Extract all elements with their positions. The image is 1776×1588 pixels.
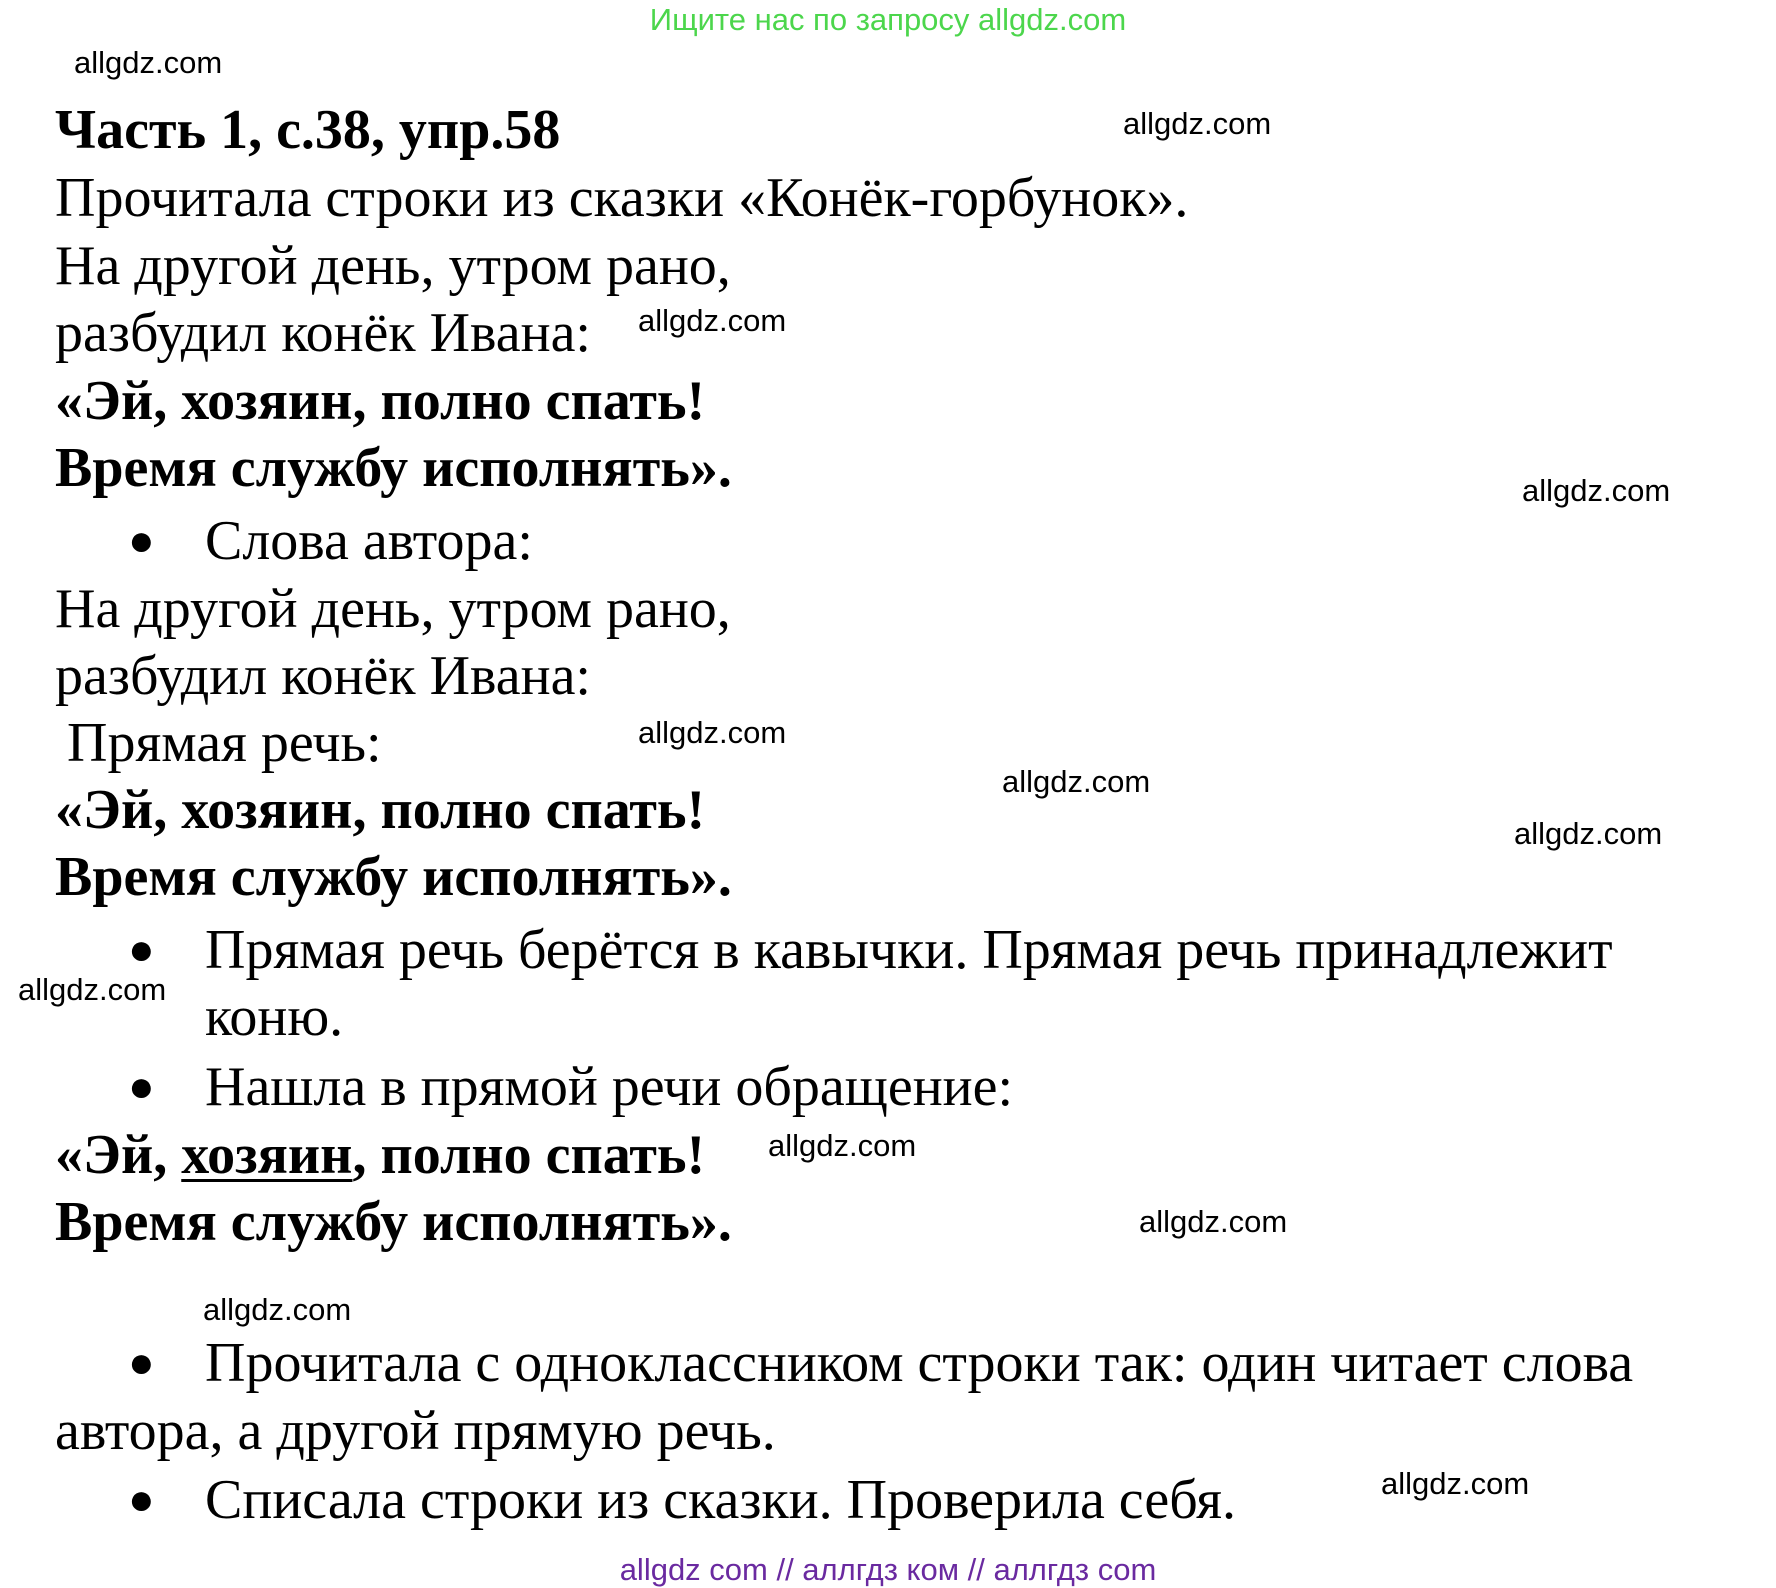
address-line-2: Время службу исполнять». — [55, 1191, 732, 1253]
address-line — [55, 1122, 705, 1188]
watermark: allgdz.com — [1139, 1204, 1288, 1239]
read-note-line-1: Прочитала с одноклассником строки так: один читает слова — [205, 1332, 1634, 1394]
watermark: allgdz.com — [768, 1128, 917, 1163]
quotes-note-line-1: Прямая речь берётся в кавычки. Прямая речь принадлежит — [205, 919, 1613, 981]
poem-line-4: Время службу исполнять». — [55, 437, 732, 499]
copy-note: Списала строки из сказки. Проверила себя. — [205, 1469, 1237, 1531]
watermark: allgdz.com — [203, 1292, 352, 1327]
author-words-label: Слова автора: — [205, 510, 533, 572]
speech-line-2: Время службу исполнять». — [55, 846, 732, 908]
exercise-heading: Часть 1, с.38, упр.58 — [55, 99, 561, 161]
poem-line-2: разбудил конёк Ивана: — [55, 302, 591, 364]
poem-line-3: «Эй, хозяин, полно спать! — [55, 370, 706, 432]
address-label: Нашла в прямой речи обращение: — [205, 1056, 1014, 1118]
read-note-line-2: автора, а другой прямую речь. — [55, 1400, 776, 1462]
watermark: allgdz.com — [1381, 1466, 1530, 1501]
bullet-icon: ● — [128, 516, 155, 565]
intro-text: Прочитала строки из сказки «Конёк-горбунок». — [55, 167, 1189, 229]
address-after: , полно спать! — [352, 1124, 706, 1186]
watermark: allgdz.com — [1522, 473, 1671, 508]
watermark: allgdz.com — [18, 972, 167, 1007]
bullet-icon: ● — [128, 1062, 155, 1111]
watermark: allgdz.com — [638, 715, 787, 750]
watermark: allgdz.com — [1002, 764, 1151, 799]
address-word: хозяин — [181, 1124, 353, 1186]
footer-watermark: allgdz com // аллгдз ком // аллгдз com — [619, 1552, 1157, 1587]
author-line-1: На другой день, утром рано, — [55, 578, 731, 640]
bullet-icon: ● — [128, 925, 155, 974]
watermark: allgdz.com — [1123, 106, 1272, 141]
watermark: allgdz.com — [638, 303, 787, 338]
top-banner: Ищите нас по запросу allgdz.com — [649, 2, 1127, 37]
bullet-icon: ● — [128, 1475, 155, 1524]
poem-line-1: На другой день, утром рано, — [55, 235, 731, 297]
watermark: allgdz.com — [1514, 816, 1663, 851]
author-line-2: разбудил конёк Ивана: — [55, 645, 591, 707]
quotes-note-line-2: коню. — [205, 986, 344, 1048]
address-before: «Эй, — [55, 1124, 182, 1186]
watermark: allgdz.com — [74, 45, 223, 80]
speech-line-1: «Эй, хозяин, полно спать! — [55, 779, 706, 841]
direct-speech-label: Прямая речь: — [67, 712, 382, 774]
bullet-icon: ● — [128, 1338, 155, 1387]
